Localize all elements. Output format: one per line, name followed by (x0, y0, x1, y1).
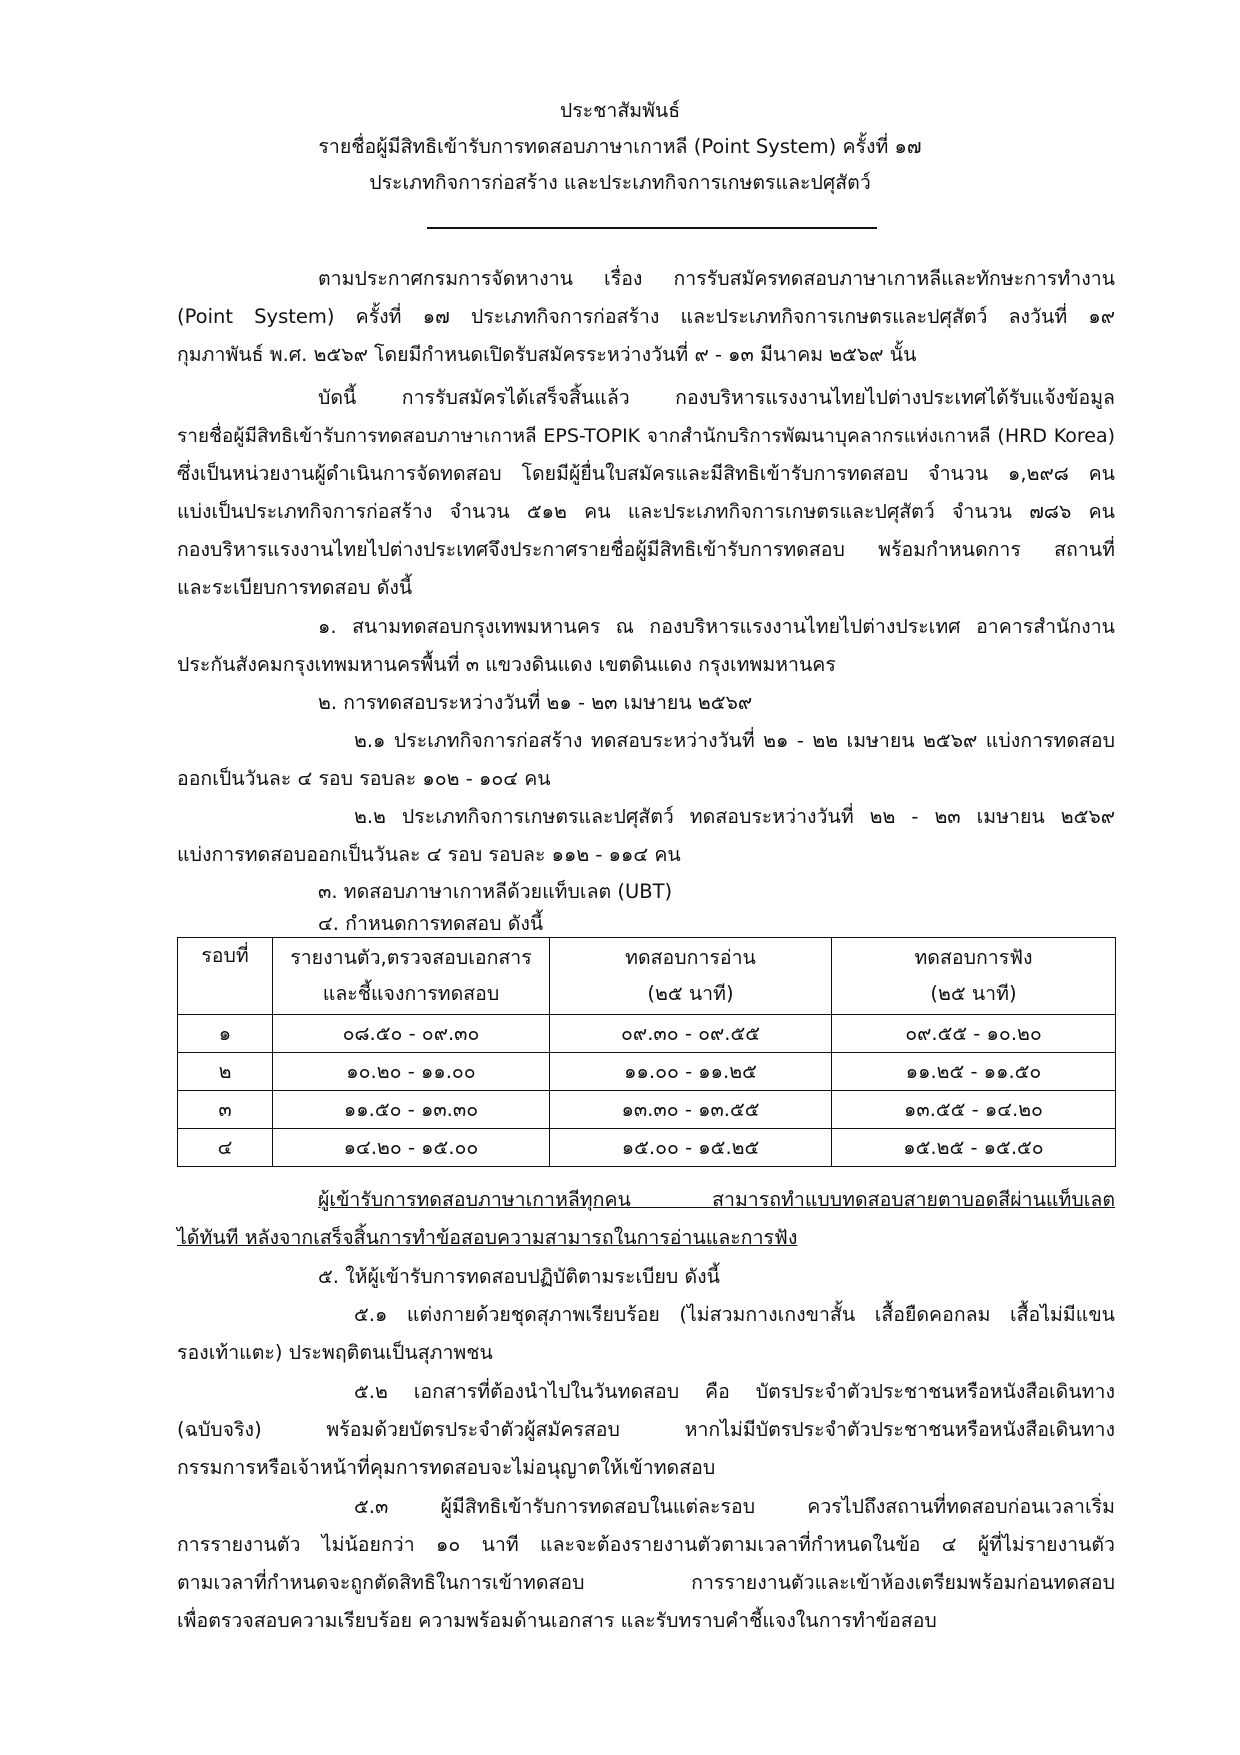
header-listening-line-1: ทดสอบการฟัง (914, 946, 1033, 969)
note-line-2: ได้ทันที หลังจากเสร็จสิ้นการทำข้อสอบความสามารถในการอ่านและการฟัง (177, 1226, 798, 1249)
item-1-line-1: ๑. สนามทดสอบกรุงเทพมหานคร ณ กองบริหารแรงงานไทยไปต่างประเทศ อาคารสำนักงาน (318, 615, 1115, 638)
item-3: ๓. ทดสอบภาษาเกาหลีด้วยแท็บเลต (UBT) (318, 880, 673, 903)
header-report (273, 938, 550, 1015)
paragraph-2-line-3: ซึ่งเป็นหน่วยงานผู้ดำเนินการจัดทดสอบ โดยมีผู้ยื่นใบสมัครและมีสิทธิเข้ารับการทดสอบ จำนวน ๑,๒๙๘ คน (177, 462, 1115, 485)
schedule-table (177, 937, 1116, 1167)
header-round (178, 938, 273, 1015)
item-2: ๒. การทดสอบระหว่างวันที่ ๒๑ - ๒๓ เมษายน ๒๕๖๙ (318, 691, 753, 714)
item-5-2-line-3: กรรมการหรือเจ้าหน้าที่คุมการทดสอบจะไม่อนุญาตให้เข้าทดสอบ (177, 1456, 716, 1479)
item-2-2-line-2: แบ่งการทดสอบออกเป็นวันละ ๔ รอบ รอบละ ๑๑๒ - ๑๑๔ คน (177, 843, 681, 866)
item-2-1-line-1: ๒.๑ ประเภทกิจการก่อสร้าง ทดสอบระหว่างวันที่ ๒๑ - ๒๒ เมษายน ๒๕๖๙ แบ่งการทดสอบ (354, 729, 1115, 752)
reading-time: ๑๑.๐๐ - ๑๑.๒๕ (550, 1053, 832, 1091)
item-5-3-line-1: ๕.๓ ผู้มีสิทธิเข้ารับการทดสอบในแต่ละรอบ ควรไปถึงสถานที่ทดสอบก่อนเวลาเริ่ม (354, 1495, 1115, 1518)
table-header-row (178, 938, 1116, 1015)
header-report-line-1: รายงานตัว,ตรวจสอบเอกสาร (290, 946, 532, 969)
paragraph-2-line-1: บัดนี้ การรับสมัครได้เสร็จสิ้นแล้ว กองบริหารแรงงานไทยไปต่างประเทศได้รับแจ้งข้อมูล (318, 386, 1115, 409)
round-number: ๑ (178, 1015, 273, 1053)
paragraph-1-line-1: ตามประกาศกรมการจัดหางาน เรื่อง การรับสมัครทดสอบภาษาเกาหลีและทักษะการทำงาน (318, 267, 1115, 290)
reading-time: ๑๕.๐๐ - ๑๕.๒๕ (550, 1129, 832, 1167)
header-divider (427, 227, 877, 229)
table-row (178, 1015, 1116, 1053)
paragraph-2-line-2: รายชื่อผู้มีสิทธิเข้ารับการทดสอบภาษาเกาหลี EPS-TOPIK จากสำนักบริการพัฒนาบุคลากรแห่งเกาหลี (HRD Korea) (177, 425, 1115, 447)
item-2-1-line-2: ออกเป็นวันละ ๔ รอบ รอบละ ๑๐๒ - ๑๐๔ คน (177, 767, 551, 790)
paragraph-1-line-3: กุมภาพันธ์ พ.ศ. ๒๕๖๙ โดยมีกำหนดเปิดรับสมัครระหว่างวันที่ ๙ - ๑๓ มีนาคม ๒๕๖๙ นั้น (177, 343, 917, 366)
header-reading (550, 938, 832, 1015)
item-5-3-line-2: การรายงานตัว ไม่น้อยกว่า ๑๐ นาที และจะต้องรายงานตัวตามเวลาที่กำหนดในข้อ ๔ ผู้ที่ไม่รายงานตัว (177, 1533, 1115, 1556)
item-5-1-line-1: ๕.๑ แต่งกายด้วยชุดสุภาพเรียบร้อย (ไม่สวมกางเกงขาสั้น เสื้อยืดคอกลม เสื้อไม่มีแขน (354, 1303, 1115, 1326)
table-row (178, 1053, 1116, 1091)
report-time: ๑๑.๕๐ - ๑๓.๓๐ (273, 1091, 550, 1129)
header-line-3: ประเภทกิจการก่อสร้าง และประเภทกิจการเกษตรและปศุสัตว์ (369, 171, 871, 194)
item-5: ๕. ให้ผู้เข้ารับการทดสอบปฏิบัติตามระเบียบ ดังนี้ (318, 1265, 720, 1288)
header-line-1: ประชาสัมพันธ์ (559, 99, 681, 122)
item-1-line-2: ประกันสังคมกรุงเทพมหานครพื้นที่ ๓ แขวงดินแดง เขตดินแดง กรุงเทพมหานคร (177, 653, 836, 676)
paragraph-1-line-2: (Point System) ครั้งที่ ๑๗ ประเภทกิจการก่อสร้าง และประเภทกิจการเกษตรและปศุสัตว์ ลงวันที่ ๑๙ (177, 305, 1115, 328)
announcement-header (0, 93, 1240, 201)
listening-time: ๑๑.๒๕ - ๑๑.๕๐ (832, 1053, 1116, 1091)
round-number: ๒ (178, 1053, 273, 1091)
header-reading-line-2: (๒๕ นาที) (647, 982, 734, 1005)
item-5-2-line-1: ๕.๒ เอกสารที่ต้องนำไปในวันทดสอบ คือ บัตรประจำตัวประชาชนหรือหนังสือเดินทาง (354, 1380, 1115, 1403)
item-5-3-line-4: เพื่อตรวจสอบความเรียบร้อย ความพร้อมด้านเอกสาร และรับทราบคำชี้แจงในการทำข้อสอบ (177, 1609, 937, 1632)
header-report-line-2: และชี้แจงการทดสอบ (322, 982, 500, 1005)
item-5-2-line-2: (ฉบับจริง) พร้อมด้วยบัตรประจำตัวผู้สมัครสอบ หากไม่มีบัตรประจำตัวประชาชนหรือหนังสือเดินทาง (177, 1418, 1115, 1441)
listening-time: ๑๕.๒๕ - ๑๕.๕๐ (832, 1129, 1116, 1167)
listening-time: ๑๓.๕๕ - ๑๔.๒๐ (832, 1091, 1116, 1129)
header-listening-line-2: (๒๕ นาที) (930, 982, 1017, 1005)
header-listening (832, 938, 1116, 1015)
note-line-1: ผู้เข้ารับการทดสอบภาษาเกาหลีทุกคน สามารถทำแบบทดสอบสายตาบอดสีผ่านแท็บเลต (318, 1188, 1115, 1211)
item-4: ๔. กำหนดการทดสอบ ดังนี้ (318, 912, 544, 935)
item-2-2-line-1: ๒.๒ ประเภทกิจการเกษตรและปศุสัตว์ ทดสอบระหว่างวันที่ ๒๒ - ๒๓ เมษายน ๒๕๖๙ (354, 805, 1115, 828)
table-row (178, 1129, 1116, 1167)
item-5-3-line-3: ตามเวลาที่กำหนดจะถูกตัดสิทธิในการเข้าทดสอบ การรายงานตัวและเข้าห้องเตรียมพร้อมก่อนทดสอบ (177, 1571, 1115, 1594)
header-line-2: รายชื่อผู้มีสิทธิเข้ารับการทดสอบภาษาเกาหลี (Point System) ครั้งที่ ๑๗ (318, 135, 922, 158)
paragraph-2-line-6: และระเบียบการทดสอบ ดังนี้ (177, 576, 413, 599)
paragraph-2-line-5: กองบริหารแรงงานไทยไปต่างประเทศจึงประกาศรายชื่อผู้มีสิทธิเข้ารับการทดสอบ พร้อมกำหนดการ สถานที่ (177, 538, 1115, 561)
paragraph-2-line-4: แบ่งเป็นประเภทกิจการก่อสร้าง จำนวน ๕๑๒ คน และประเภทกิจการเกษตรและปศุสัตว์ จำนวน ๗๘๖ คน (177, 500, 1115, 523)
table-row (178, 1091, 1116, 1129)
reading-time: ๐๙.๓๐ - ๐๙.๕๕ (550, 1015, 832, 1053)
header-reading-line-1: ทดสอบการอ่าน (625, 946, 756, 969)
report-time: ๑๐.๒๐ - ๑๑.๐๐ (273, 1053, 550, 1091)
item-5-1-line-2: รองเท้าแตะ) ประพฤติตนเป็นสุภาพชน (177, 1341, 493, 1364)
report-time: ๑๔.๒๐ - ๑๕.๐๐ (273, 1129, 550, 1167)
round-number: ๓ (178, 1091, 273, 1129)
round-number: ๔ (178, 1129, 273, 1167)
reading-time: ๑๓.๓๐ - ๑๓.๕๕ (550, 1091, 832, 1129)
header-round-label: รอบที่ (201, 944, 249, 967)
listening-time: ๐๙.๕๕ - ๑๐.๒๐ (832, 1015, 1116, 1053)
report-time: ๐๘.๕๐ - ๐๙.๓๐ (273, 1015, 550, 1053)
